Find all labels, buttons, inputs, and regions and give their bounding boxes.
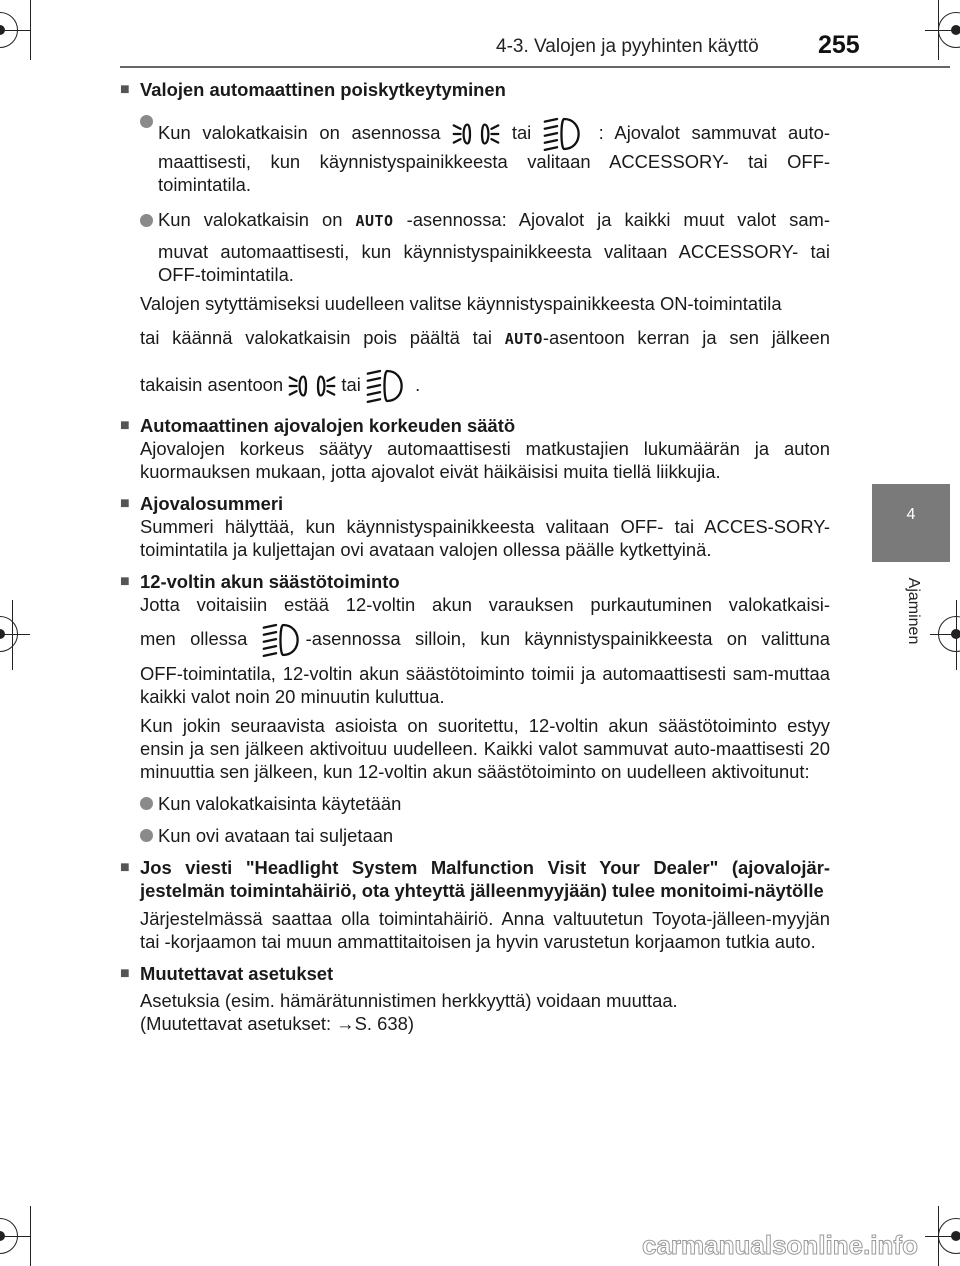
section-heading: ■ 12-voltin akun säästötoiminto [120, 570, 830, 593]
chapter-tab-label: Ajaminen [905, 577, 922, 645]
page-content [120, 78, 830, 1035]
tail-light-icon [288, 373, 336, 399]
bullet-icon [140, 829, 153, 842]
list-item: Kun valokatkaisin on asennossa tai : Ajovalot sammuvat auto- maattisesti, kun käynnistyspainikkeesta valitaan ACCESSORY- tai OFF-toimintatila. [120, 110, 830, 196]
section-heading: ■ Ajovalosummeri [120, 492, 830, 515]
section-leveling: ■ Automaattinen ajovalojen korkeuden säätö Ajovalojen korkeus säätyy automaattisesti matkustajien lukumäärän ja auton kuormauksen mukaan, jotta ajovalot eivät häikäisisi muita tiellä liikkujia. [120, 414, 830, 483]
section-customization: ■ Muutettavat asetukset Asetuksia (esim. hämärätunnistimen herkkyyttä) voidaan muuttaa. (Muutettavat asetukset: →S. 638) [120, 962, 830, 1035]
svg-text:carmanualsonline.info: carmanualsonline.info [642, 1230, 918, 1260]
section-buzzer: ■ Ajovalosummeri Summeri hälyttää, kun käynnistyspainikkeesta valitaan OFF- tai ACCES-SORY-toimintatila ja kuljettajan ovi avataan valojen ollessa päälle kytkettyinä. [120, 492, 830, 561]
section-heading: ■ Jos viesti "Headlight System Malfunction Visit Your Dealer" (ajovalojär-jestelmän toimintahäiriö, ota yhteyttä jälleenmyyjään) tulee monitoimi-näytölle [120, 856, 830, 902]
list-item: Kun ovi avataan tai suljetaan [120, 824, 830, 847]
list-item: Kun valokatkaisinta käytetään [120, 792, 830, 815]
page-reference-link[interactable]: (Muutettavat asetukset: →S. 638) [140, 1013, 414, 1034]
section-heading: ■ Valojen automaattinen poiskytkeytyminen [120, 78, 830, 101]
tail-light-icon [452, 121, 500, 147]
section-heading: ■ Automaattinen ajovalojen korkeuden säätö [120, 414, 830, 437]
chapter-title: 4-3. Valojen ja pyyhinten käyttö [496, 36, 759, 57]
section-auto-off: ■ Valojen automaattinen poiskytkeytyminen Kun valokatkaisin on asennossa tai : Ajovalot sammuvat auto- maattisesti, kun käynnistyspainikkeesta valitaan ACCESSORY- tai OFF-toimintatila. Kun valokatkaisin on AUTO -asennossa: Ajovalot ja kaikki muut valot sam- muvat automaattisesti, kun käynnistyspainikkeesta valitaan ACCESSORY- tai OFF-toimintatila. Valojen sytyttämiseksi uudelleen valitse käynnistyspainikkeesta ON-toimintatila tai käännä valokatkaisin pois päältä tai AUTO-asentoon kerran ja sen jälkeen takaisin asentoon tai . [120, 78, 830, 408]
headlight-icon [262, 622, 306, 658]
headlight-icon [543, 116, 587, 152]
section-malfunction: ■ Jos viesti "Headlight System Malfunction Visit Your Dealer" (ajovalojär-jestelmän toimintahäiriö, ota yhteyttä jälleenmyyjään) tulee monitoimi-näytölle Järjestelmässä saattaa olla toimintahäiriö. Anna valtuutetun Toyota-jälleen-myyjän tai -korjaamon tai muun ammattitaitoisen ja hyvin varustetun korjaamon tutkia auto. [120, 856, 830, 953]
bullet-icon [140, 797, 153, 810]
section-heading: ■ Muutettavat asetukset [120, 962, 830, 985]
header-divider [120, 66, 950, 68]
chapter-tab-number: 4 [906, 506, 916, 523]
list-item: Kun valokatkaisin on AUTO -asennossa: Ajovalot ja kaikki muut valot sam- muvat automaattisesti, kun käynnistyspainikkeesta valitaan ACCESSORY- tai OFF-toimintatila. [120, 202, 830, 286]
headlight-icon [366, 368, 410, 404]
bullet-icon [140, 115, 153, 128]
page-number: 255 [818, 31, 860, 59]
auto-position-label: AUTO [355, 212, 394, 230]
auto-position-label: AUTO [504, 330, 543, 348]
watermark-logo [640, 1226, 956, 1262]
section-battery-saver: ■ 12-voltin akun säästötoiminto Jotta voitaisiin estää 12-voltin akun varauksen purkautuminen valokatkaisi- men ollessa -asennossa silloin, kun käynnistyspainikkeesta on valittuna OFF-toimintatila, 12-voltin akun säästötoiminto toimii ja automaattisesti sam-muttaa kaikki valot noin 20 minuutin kuluttua. Kun jokin seuraavista asioista on suoritettu, 12-voltin akun säästötoiminto estyy ensin ja sen jälkeen aktivoituu uudelleen. Kaikki valot sammuvat auto-maattisesti 20 minuuttia sen jälkeen, kun 12-voltin akun säästötoiminto on uudelleen aktivoitunut: Kun valokatkaisinta käytetään Kun ovi avataan tai suljetaan [120, 570, 830, 847]
chapter-tab [872, 484, 950, 562]
bullet-icon [140, 214, 153, 227]
